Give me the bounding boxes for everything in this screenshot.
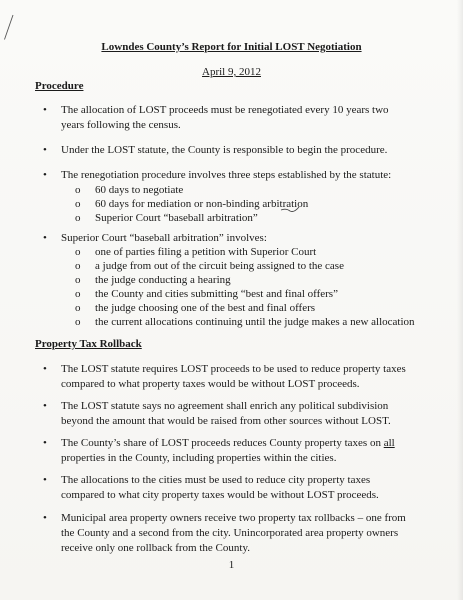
bullet-text-line: The allocation of LOST proceeds must be renegotiated every 10 years two bbox=[61, 104, 389, 116]
sub-bullet-text: one of parties filing a petition with Superior Court bbox=[95, 246, 317, 258]
bullet-text-line: beyond the amount that would be raised from other sources without LOST. bbox=[61, 415, 391, 427]
bullet-text-line: Superior Court “baseball arbitration” involves: bbox=[61, 232, 267, 244]
bullet-dot: • bbox=[43, 232, 47, 244]
pen-mark-scribble bbox=[3, 14, 15, 40]
rollback-bullet-city-allocations bbox=[43, 473, 443, 503]
bullet-dot: • bbox=[43, 474, 47, 486]
bullet-text-line: The LOST statute says no agreement shall enrich any political subdivision bbox=[61, 400, 389, 412]
bullet-text-line: the County and a second from the city. Unincorporated area property owners bbox=[61, 527, 399, 539]
sub-bullet-text: the judge choosing one of the best and final offers bbox=[95, 302, 316, 314]
procedure-bullet-three-steps bbox=[43, 168, 443, 183]
sub-bullet-marker: o bbox=[75, 260, 81, 272]
sub-bullet-item bbox=[75, 245, 445, 259]
rollback-bullet-county-share bbox=[43, 436, 443, 466]
bullet-dot: • bbox=[43, 437, 47, 449]
sub-bullet-item bbox=[75, 211, 445, 225]
bullet-text-line: compared to what property taxes would be without LOST proceeds. bbox=[61, 378, 360, 390]
sub-bullet-text: 60 days for mediation or non-binding arbitration bbox=[95, 198, 309, 210]
bullet-text-line: compared to what city property taxes would be without LOST proceeds. bbox=[61, 489, 379, 501]
sub-bullet-text: the County and cities submitting “best and final offers” bbox=[95, 288, 338, 300]
bullet-text-line: The renegotiation procedure involves three steps established by the statute: bbox=[61, 169, 392, 181]
rollback-bullet-requires-reduction bbox=[43, 362, 443, 392]
sub-bullet-item bbox=[75, 273, 445, 287]
sub-bullet-item bbox=[75, 287, 445, 301]
bullet-dot: • bbox=[43, 512, 47, 524]
sub-bullet-marker: o bbox=[75, 246, 81, 258]
page-number: 1 bbox=[228, 559, 235, 571]
sub-bullet-text: Superior Court “baseball arbitration” bbox=[95, 212, 258, 224]
document-title: Lowndes County’s Report for Initial LOST Negotiation bbox=[101, 41, 362, 53]
procedure-heading: Procedure bbox=[35, 80, 84, 92]
procedure-bullet-county-begins bbox=[43, 143, 443, 158]
sub-bullet-item bbox=[75, 301, 445, 315]
bullet-dot: • bbox=[43, 144, 47, 156]
sub-bullet-text: 60 days to negotiate bbox=[95, 184, 184, 196]
rollback-heading: Property Tax Rollback bbox=[35, 338, 142, 350]
sub-bullet-item bbox=[75, 259, 445, 273]
sub-bullet-marker: o bbox=[75, 274, 81, 286]
sub-bullet-text: the judge conducting a hearing bbox=[95, 274, 231, 286]
bullet-text-line: years following the census. bbox=[61, 119, 181, 131]
bullet-text-line: The LOST statute requires LOST proceeds to be used to reduce property taxes bbox=[61, 363, 406, 375]
bullet-text-line: receive only one rollback from the County. bbox=[61, 542, 250, 554]
sub-bullet-marker: o bbox=[75, 302, 81, 314]
sub-bullet-text: a judge from out of the circuit being assigned to the case bbox=[95, 260, 344, 272]
sub-bullet-marker: o bbox=[75, 198, 81, 210]
document-date: April 9, 2012 bbox=[202, 66, 261, 78]
bullet-text-line: Under the LOST statute, the County is responsible to begin the procedure. bbox=[61, 144, 388, 156]
bullet-text-line bbox=[61, 436, 443, 451]
bullet-text-part: The County’s share of LOST proceeds reduces County property taxes on bbox=[61, 437, 384, 449]
sub-bullet-item bbox=[75, 197, 445, 211]
sub-bullet-marker: o bbox=[75, 212, 81, 224]
sub-bullet-marker: o bbox=[75, 184, 81, 196]
bullet-text-line: Municipal area property owners receive two property tax rollbacks – one from bbox=[61, 512, 406, 524]
sub-bullet-marker: o bbox=[75, 316, 81, 328]
sub-bullet-text: the current allocations continuing until the judge makes a new allocation bbox=[95, 316, 415, 328]
bullet-dot: • bbox=[43, 400, 47, 412]
handwritten-tick-mark bbox=[280, 205, 300, 214]
page-edge-shadow bbox=[457, 0, 463, 600]
sub-bullet-marker: o bbox=[75, 288, 81, 300]
bullet-text-line: properties in the County, including properties within the cities. bbox=[61, 452, 337, 464]
bullet-dot: • bbox=[43, 363, 47, 375]
procedure-bullet-renegotiate bbox=[43, 103, 443, 133]
bullet-dot: • bbox=[43, 169, 47, 181]
sub-bullet-item bbox=[75, 183, 445, 197]
bullet-dot: • bbox=[43, 104, 47, 116]
sub-bullet-item bbox=[75, 315, 445, 329]
rollback-bullet-municipal-owners bbox=[43, 511, 443, 556]
underlined-word-all: all bbox=[383, 437, 395, 449]
bullet-text-line: The allocations to the cities must be used to reduce city property taxes bbox=[61, 474, 371, 486]
rollback-bullet-no-enrichment bbox=[43, 399, 443, 429]
procedure-bullet-baseball-arbitration bbox=[43, 231, 443, 246]
